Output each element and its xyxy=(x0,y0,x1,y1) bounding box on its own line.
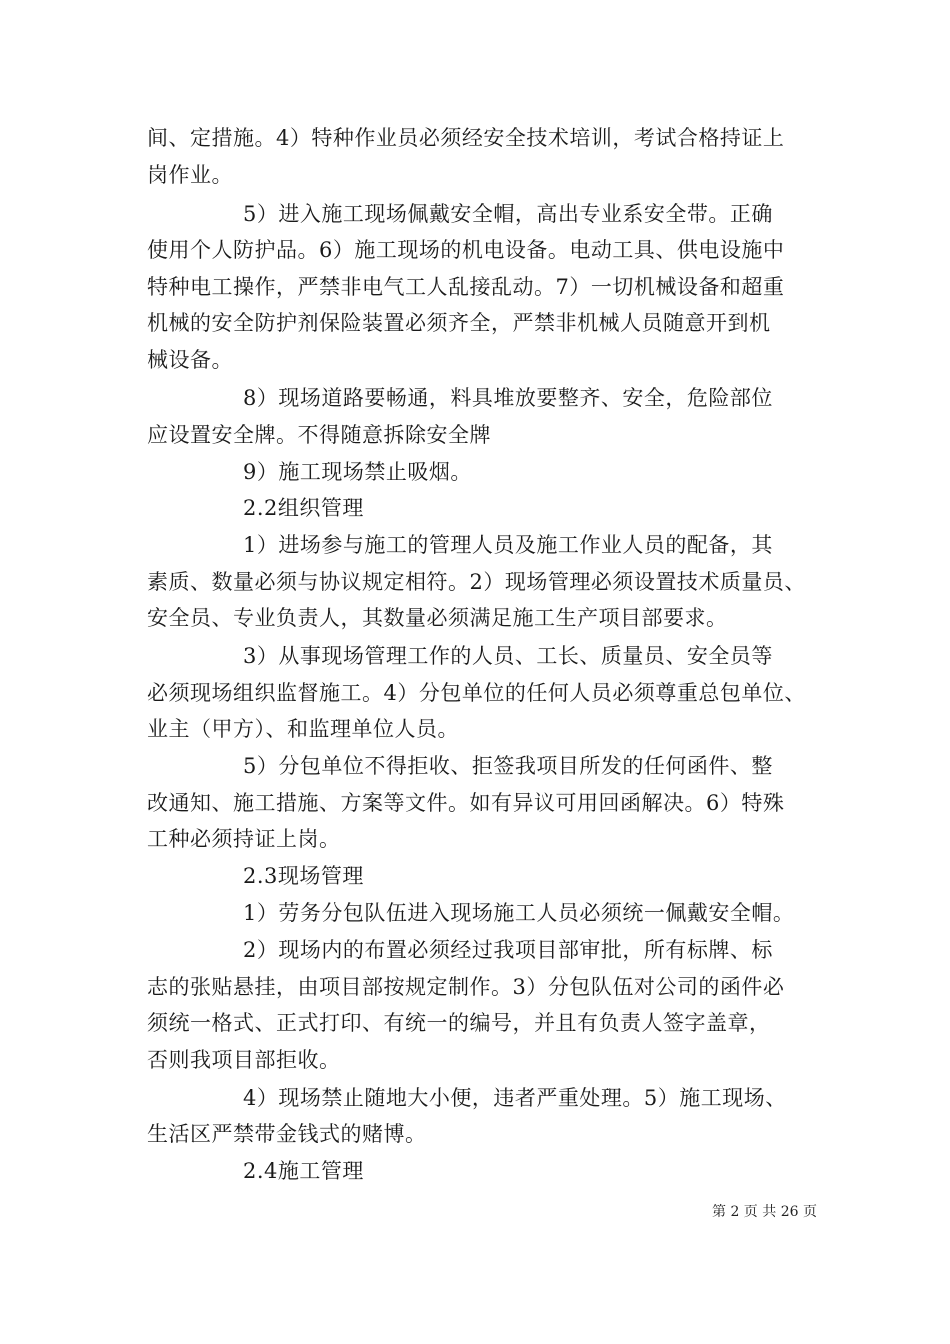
text-line: 岗作业。 xyxy=(147,163,233,187)
text-line: 5）分包单位不得拒收、拒签我项目所发的任何函件、整 xyxy=(243,754,773,778)
text-line: 否则我项目部拒收。 xyxy=(147,1048,341,1072)
section-heading: 2.2组织管理 xyxy=(243,496,364,520)
text-line: 械设备。 xyxy=(147,348,233,372)
section-heading: 2.4施工管理 xyxy=(243,1159,364,1183)
text-line: 机械的安全防护剂保险装置必须齐全，严禁非机械人员随意开到机 xyxy=(147,311,771,335)
text-line: 应设置安全牌。不得随意拆除安全牌 xyxy=(147,423,491,447)
text-line: 须统一格式、正式打印、有统一的编号，并且有负责人签字盖章， xyxy=(147,1011,771,1035)
text-line: 2）现场内的布置必须经过我项目部审批，所有标牌、标 xyxy=(243,938,773,962)
text-line: 使用个人防护品。6）施工现场的机电设备。电动工具、供电设施中 xyxy=(147,238,785,262)
text-line: 1）进场参与施工的管理人员及施工作业人员的配备，其 xyxy=(243,533,773,557)
text-line: 志的张贴悬挂，由项目部按规定制作。3）分包队伍对公司的函件必 xyxy=(147,975,785,999)
text-line: 间、定措施。4）特种作业员必须经安全技术培训，考试合格持证上 xyxy=(147,126,785,150)
text-line: 改通知、施工措施、方案等文件。如有异议可用回函解决。6）特殊 xyxy=(147,791,785,815)
text-line: 工种必须持证上岗。 xyxy=(147,827,341,851)
text-line: 9）施工现场禁止吸烟。 xyxy=(243,460,472,484)
text-line: 必须现场组织监督施工。4）分包单位的任何人员必须尊重总包单位、 xyxy=(147,681,806,705)
text-line: 5）进入施工现场佩戴安全帽，高出专业系安全带。正确 xyxy=(243,202,773,226)
text-line: 生活区严禁带金钱式的赌博。 xyxy=(147,1122,427,1146)
text-line: 3）从事现场管理工作的人员、工长、质量员、安全员等 xyxy=(243,644,773,668)
text-line: 8）现场道路要畅通，料具堆放要整齐、安全，危险部位 xyxy=(243,386,773,410)
text-line: 安全员、专业负责人，其数量必须满足施工生产项目部要求。 xyxy=(147,606,728,630)
text-line: 业主（甲方）、和监理单位人员。 xyxy=(147,717,459,741)
text-line: 特种电工操作，严禁非电气工人乱接乱动。7）一切机械设备和超重 xyxy=(147,275,785,299)
section-heading: 2.3现场管理 xyxy=(243,864,364,888)
page-number: 第 2 页 共 26 页 xyxy=(712,1204,817,1220)
text-line: 1）劳务分包队伍进入现场施工人员必须统一佩戴安全帽。 xyxy=(243,901,795,925)
text-line: 4）现场禁止随地大小便，违者严重处理。5）施工现场、 xyxy=(243,1086,787,1110)
text-line: 素质、数量必须与协议规定相符。2）现场管理必须设置技术质量员、 xyxy=(147,570,806,594)
